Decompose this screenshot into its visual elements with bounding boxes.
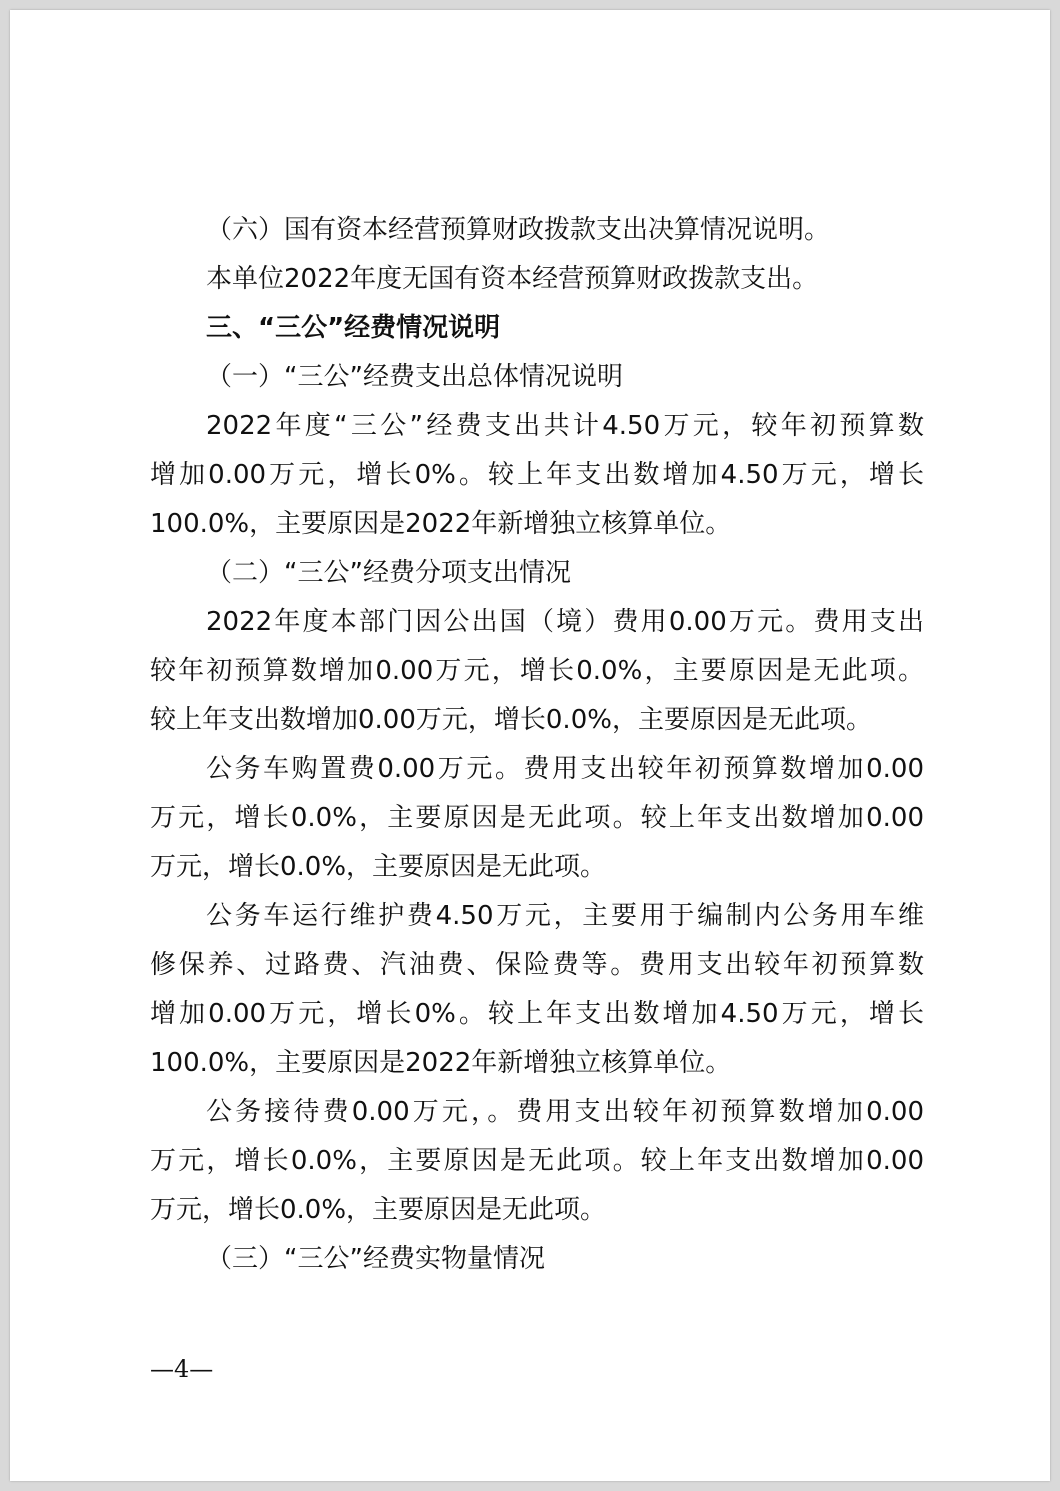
overview-paragraph-line-2: 增加0.00万元，增长0%。较上年支出数增加4.50万元，增长 <box>150 460 924 490</box>
vehicle-purchase-paragraph-line-2: 万元，增长0.0%，主要原因是无此项。较上年支出数增加0.00 <box>150 803 924 833</box>
reception-paragraph-line-2: 万元，增长0.0%，主要原因是无此项。较上年支出数增加0.00 <box>150 1146 924 1176</box>
subsection-3-heading: （三）“三公”经费实物量情况 <box>206 1244 545 1274</box>
vehicle-maintenance-paragraph-line-3: 增加0.00万元，增长0%。较上年支出数增加4.50万元，增长 <box>150 999 924 1029</box>
page-number: —4— <box>150 1355 214 1383</box>
subsection-1-heading: （一）“三公”经费支出总体情况说明 <box>206 362 623 392</box>
reception-paragraph-line-3: 万元，增长0.0%，主要原因是无此项。 <box>150 1195 607 1225</box>
reception-paragraph-line-1: 公务接待费0.00万元，。费用支出较年初预算数增加0.00 <box>206 1097 924 1127</box>
travel-abroad-paragraph-line-1: 2022年度本部门因公出国（境）费用0.00万元。费用支出 <box>206 607 924 637</box>
travel-abroad-paragraph-line-3: 较上年支出数增加0.00万元，增长0.0%，主要原因是无此项。 <box>150 705 872 735</box>
part-3-heading: 三、“三公”经费情况说明 <box>206 313 501 343</box>
document-body <box>10 10 1050 1481</box>
subsection-2-heading: （二）“三公”经费分项支出情况 <box>206 558 571 588</box>
vehicle-maintenance-paragraph-line-4: 100.0%，主要原因是2022年新增独立核算单位。 <box>150 1048 732 1078</box>
section-6-heading: （六）国有资本经营预算财政拨款支出决算情况说明。 <box>206 215 831 245</box>
section-6-paragraph: 本单位2022年度无国有资本经营预算财政拨款支出。 <box>206 264 819 294</box>
overview-paragraph-line-1: 2022年度“三公”经费支出共计4.50万元，较年初预算数 <box>206 411 924 441</box>
overview-paragraph-line-3: 100.0%，主要原因是2022年新增独立核算单位。 <box>150 509 732 539</box>
vehicle-maintenance-paragraph-line-2: 修保养、过路费、汽油费、保险费等。费用支出较年初预算数 <box>150 950 924 980</box>
document-page <box>10 10 1050 1481</box>
travel-abroad-paragraph-line-2: 较年初预算数增加0.00万元，增长0.0%，主要原因是无此项。 <box>150 656 924 686</box>
vehicle-maintenance-paragraph-line-1: 公务车运行维护费4.50万元，主要用于编制内公务用车维 <box>206 901 924 931</box>
vehicle-purchase-paragraph-line-1: 公务车购置费0.00万元。费用支出较年初预算数增加0.00 <box>206 754 924 784</box>
vehicle-purchase-paragraph-line-3: 万元，增长0.0%，主要原因是无此项。 <box>150 852 607 882</box>
